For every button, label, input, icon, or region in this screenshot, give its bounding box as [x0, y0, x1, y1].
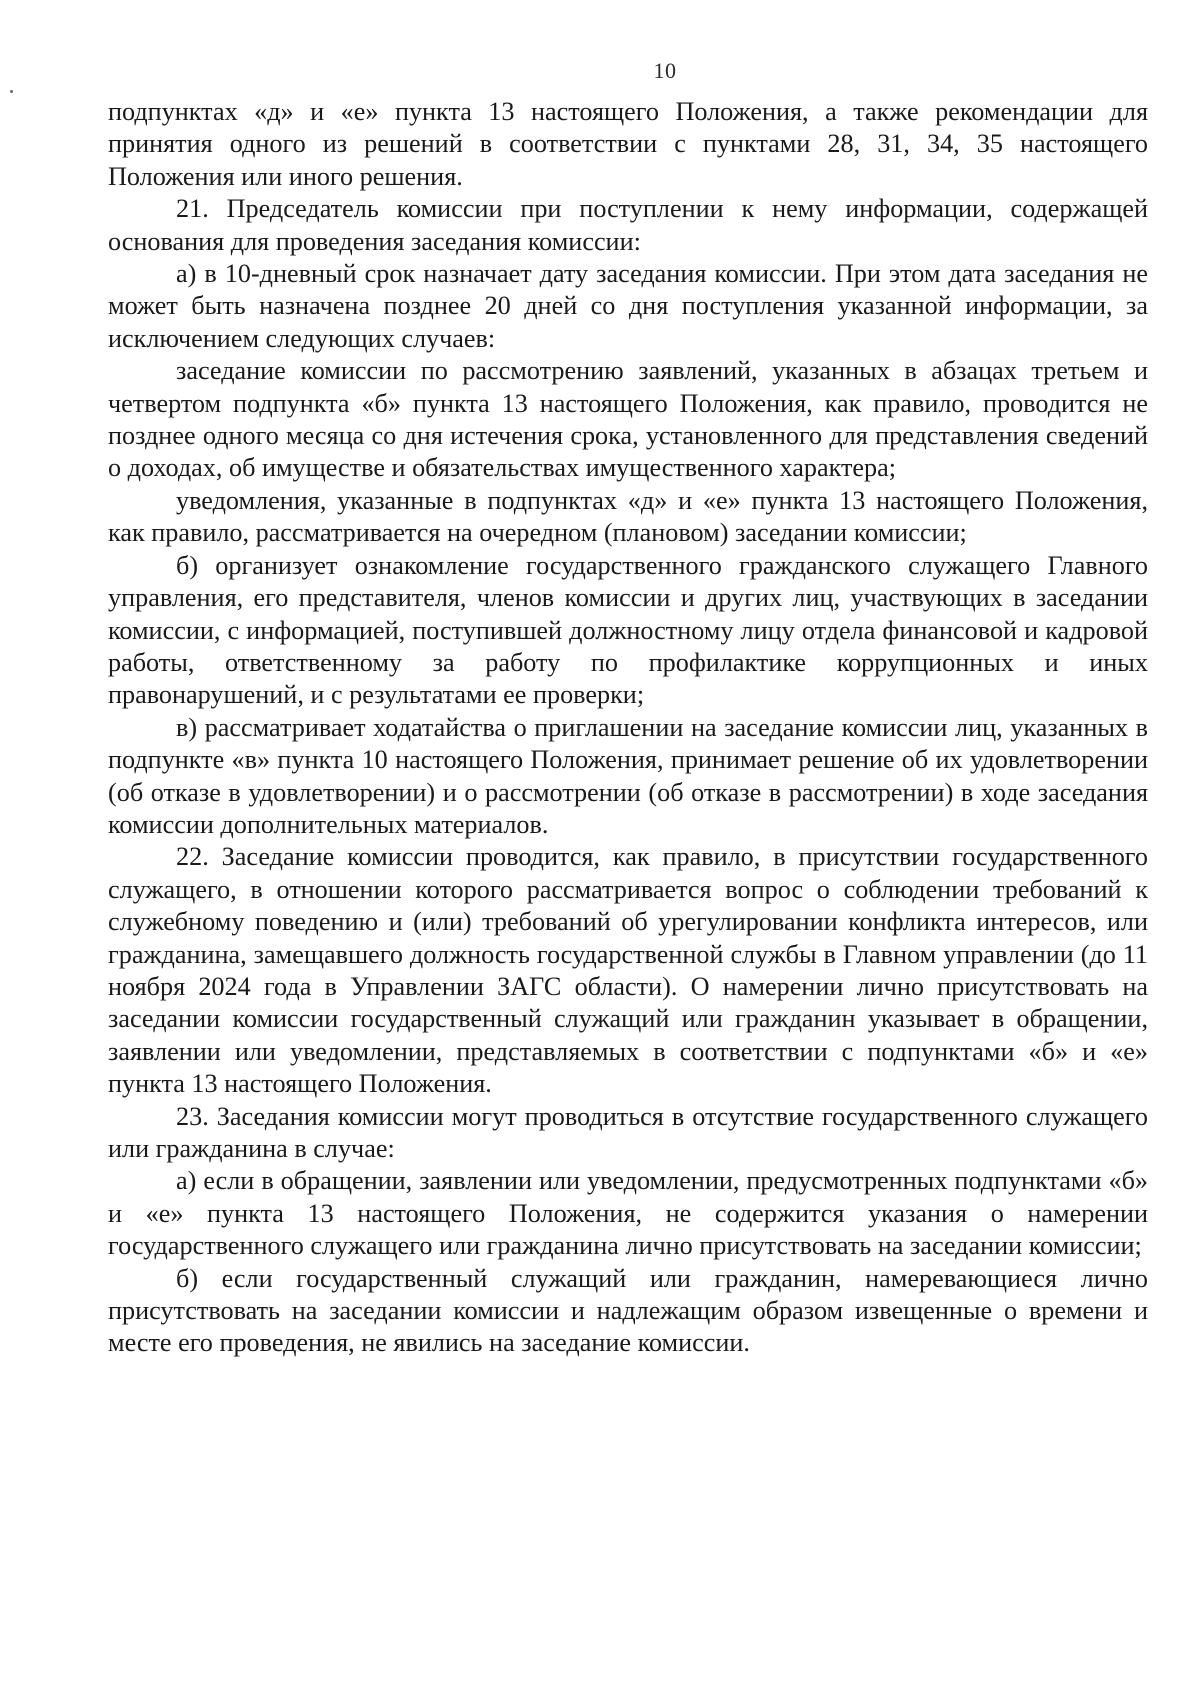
paragraph-exception-statements: заседание комиссии по рассмотрению заявлений, указанных в абзацах третьем и четвертом подпункта «б» пункта 13 настоящего Положения, как правило, проводится не позднее одного месяца со дня истечения срока, установленного для представления сведений о доходах, об имуществе и обязательствах имущественного характера;	[108, 356, 1148, 483]
paragraph-exception-notifications: уведомления, указанные в подпунктах «д» и «е» пункта 13 настоящего Положения, как правило, рассматривается на очередном (плановом) заседании комиссии;	[108, 485, 1148, 548]
paragraph-item-23a: а) если в обращении, заявлении или уведомлении, предусмотренных подпунктами «б» и «е» пункта 13 настоящего Положения, не содержится указания о намерении государственного служащего или гражданина лично присутствовать на заседании комиссии;	[108, 1166, 1148, 1261]
paragraph-item-21b: б) организует ознакомление государственного гражданского служащего Главного управления, его представителя, членов комиссии и других лиц, участвующих в заседании комиссии, с информацией, поступившей должностному лицу отдела финансовой и кадровой работы, ответственному за работу по профилактике коррупционных и иных правонарушений, и с результатами ее проверки;	[108, 550, 1148, 710]
paragraph-continuation: подпунктах «д» и «е» пункта 13 настоящего Положения, а также рекомендации для принятия одного из решений в соответствии с пунктами 28, 31, 34, 35 настоящего Положения или иного решения.	[108, 97, 1148, 191]
page-number: 10	[653, 58, 677, 83]
paragraph-item-23b: б) если государственный служащий или гражданин, намеревающиеся лично присутствовать на заседании комиссии и надлежащим образом извещенные о времени и месте его проведения, не явились на заседание комиссии.	[108, 1263, 1148, 1358]
paragraph-item-23: 23. Заседания комиссии могут проводиться в отсутствие государственного служащего или гражданина в случае:	[108, 1101, 1148, 1163]
scan-speck	[10, 90, 13, 93]
paragraph-item-21: 21. Председатель комиссии при поступлении к нему информации, содержащей основания для проведения заседания комиссии:	[108, 194, 1148, 256]
paragraph-item-21v: в) рассматривает ходатайства о приглашении на заседание комиссии лиц, указанных в подпункте «в» пункта 10 настоящего Положения, принимает решение об их удовлетворении (об отказе в удовлетворении) и о рассмотрении (об отказе в рассмотрении) в ходе заседания комиссии дополнительных материалов.	[108, 712, 1148, 839]
document-body	[108, 96, 1148, 1360]
paragraph-item-22: 22. Заседание комиссии проводится, как правило, в присутствии государственного служащего, в отношении которого рассматривается вопрос о соблюдении требований к служебному поведению и (или) требований об урегулировании конфликта интересов, или гражданина, замещавшего должность государственной службы в Главном управлении (до 11 ноября 2024 года в Управлении ЗАГС области). О намерении лично присутствовать на заседании комиссии государственный служащий или гражданин указывает в обращении, заявлении или уведомлении, представляемых в соответствии с подпунктами «б» и «е» пункта 13 настоящего Положения.	[108, 842, 1148, 1099]
paragraph-item-21a: а) в 10-дневный срок назначает дату заседания комиссии. При этом дата заседания не может быть назначена позднее 20 дней со дня поступления указанной информации, за исключением следующих случаев:	[108, 259, 1148, 353]
